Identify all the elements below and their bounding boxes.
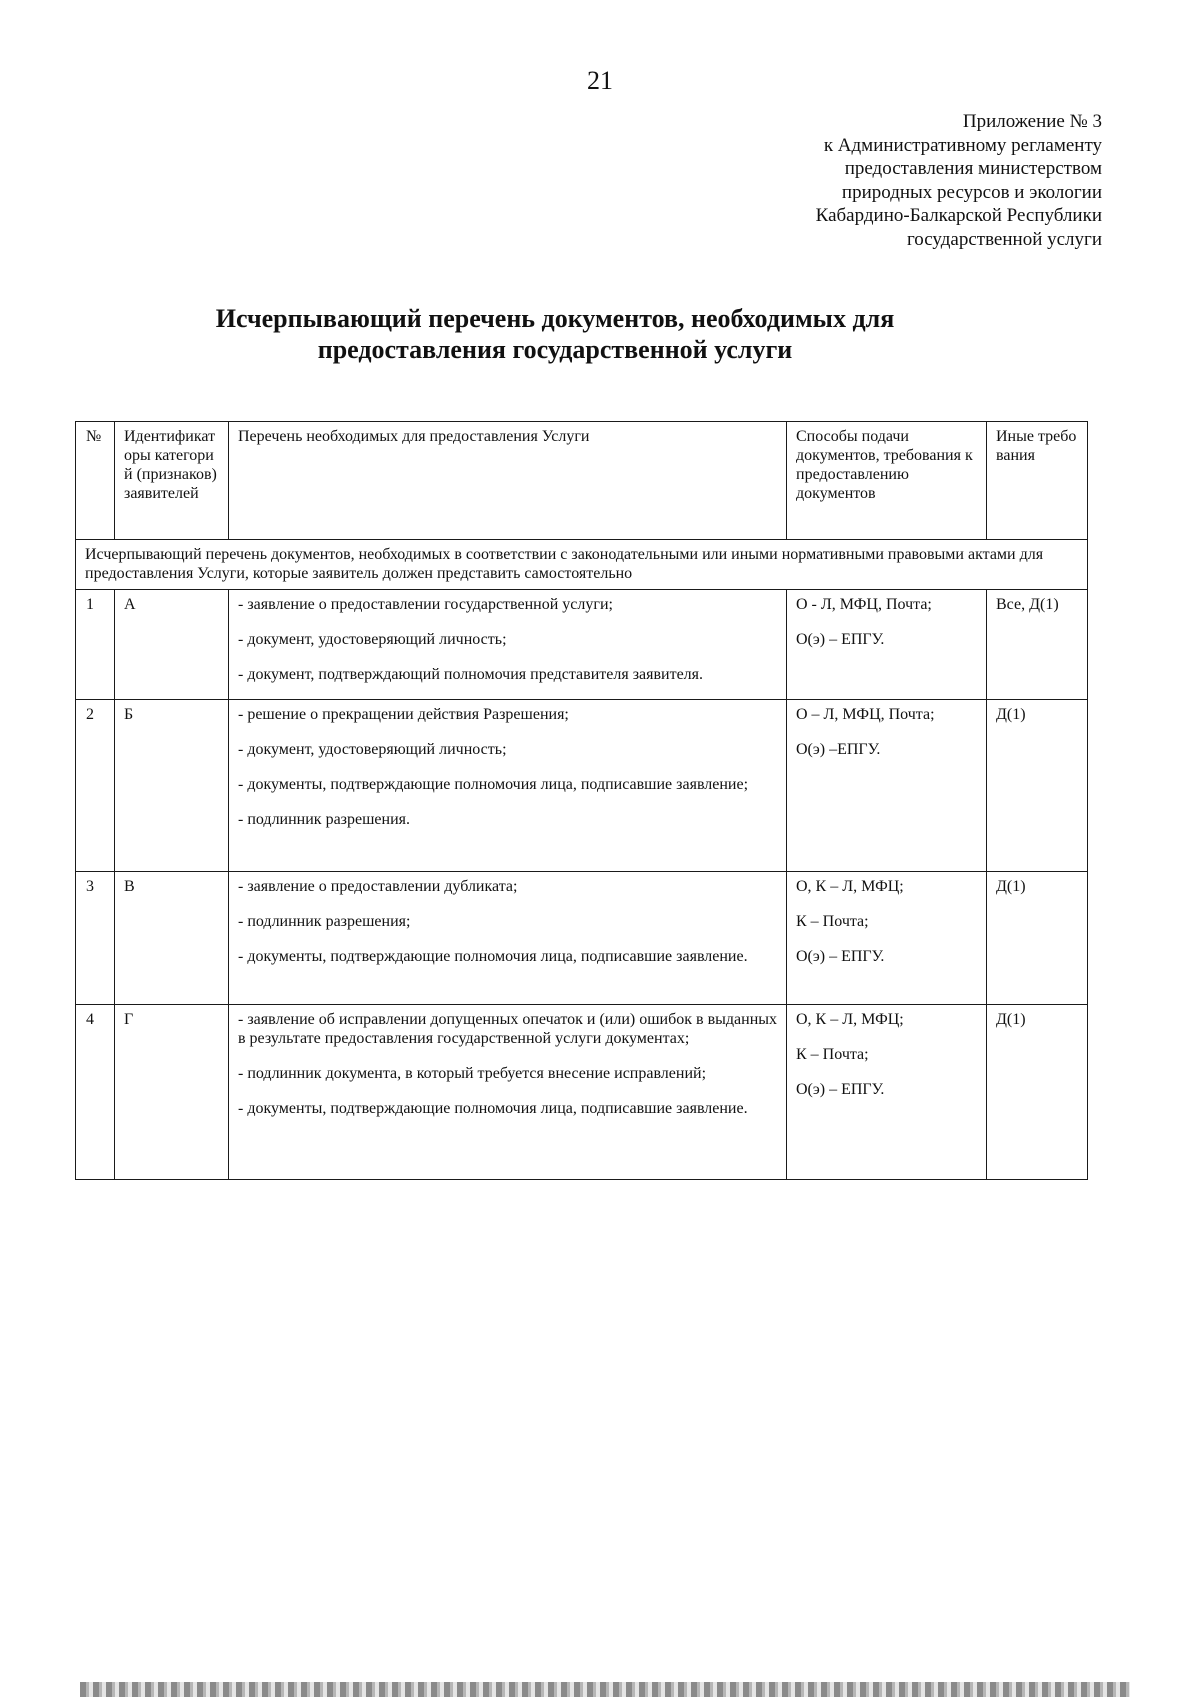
document-item: - подлинник документа, в который требуется внесение исправлений; xyxy=(238,1065,707,1082)
document-item: - заявление о предоставлении дубликата; xyxy=(238,878,518,895)
header-other: Иные требования xyxy=(987,422,1088,540)
header-identifiers: Идентификаторы категорий (признаков) заявителей xyxy=(115,422,229,540)
row-identifier: В xyxy=(115,872,229,1005)
document-item: - заявление об исправлении допущенных опечаток и (или) ошибок в выданных в результате предоставления государственной услуги документах; xyxy=(238,1011,778,1047)
documents-table xyxy=(75,421,1088,1180)
method-item: О – Л, МФЦ, Почта; xyxy=(796,706,935,723)
row-methods xyxy=(787,872,987,1005)
document-item: - подлинник разрешения. xyxy=(238,811,411,828)
method-item: К – Почта; xyxy=(796,913,869,930)
method-item: К – Почта; xyxy=(796,1046,869,1063)
header-documents: Перечень необходимых для предоставления Услуги xyxy=(229,422,787,540)
annex-line: к Административному регламенту xyxy=(823,134,1102,156)
annex-line: предоставления министерством xyxy=(844,158,1102,179)
document-item: - подлинник разрешения; xyxy=(238,913,411,930)
row-identifier: Г xyxy=(115,1005,229,1180)
method-item: О(э) – ЕПГУ. xyxy=(796,1081,885,1098)
row-other: Д(1) xyxy=(987,700,1088,872)
method-item: О(э) – ЕПГУ. xyxy=(796,948,885,965)
document-item: - документы, подтверждающие полномочия лица, подписавшие заявление; xyxy=(238,776,749,793)
table-row xyxy=(76,700,1088,872)
document-title-line: предоставления государственной услуги xyxy=(317,335,793,364)
table-header-row xyxy=(76,422,1088,540)
header-methods: Способы подачи документов, требования к предоставлению документов xyxy=(787,422,987,540)
row-num: 3 xyxy=(76,872,115,1005)
method-item: О, К – Л, МФЦ; xyxy=(796,1011,904,1028)
annex-line: природных ресурсов и экологии xyxy=(841,181,1102,203)
document-item: - документы, подтверждающие полномочия лица, подписавшие заявление. xyxy=(238,1100,748,1117)
row-other: Все, Д(1) xyxy=(987,590,1088,700)
method-item: О(э) – ЕПГУ. xyxy=(796,631,885,648)
row-other: Д(1) xyxy=(987,1005,1088,1180)
document-title xyxy=(0,303,1110,365)
annex-line: Приложение № 3 xyxy=(962,111,1102,132)
row-num: 4 xyxy=(76,1005,115,1180)
document-item: - документы, подтверждающие полномочия лица, подписавшие заявление. xyxy=(238,948,748,965)
document-title-line: Исчерпывающий перечень документов, необходимых для xyxy=(215,304,895,333)
table-row xyxy=(76,590,1088,700)
row-methods xyxy=(787,700,987,872)
row-num: 2 xyxy=(76,700,115,872)
row-other: Д(1) xyxy=(987,872,1088,1005)
row-identifier: Б xyxy=(115,700,229,872)
method-item: О, К – Л, МФЦ; xyxy=(796,878,904,895)
row-documents xyxy=(229,700,787,872)
row-num: 1 xyxy=(76,590,115,700)
row-methods xyxy=(787,1005,987,1180)
scan-artifact xyxy=(80,1682,1130,1697)
document-item: - заявление о предоставлении государственной услуги; xyxy=(238,596,613,613)
section-cell xyxy=(76,540,1088,590)
section-text: Исчерпывающий перечень документов, необходимых в соответствии с законодательными или иными нормативными правовыми актами для предоставления Услуги, которые заявитель должен представить самостоятельно xyxy=(85,546,1044,582)
section-row xyxy=(76,540,1088,590)
row-documents xyxy=(229,1005,787,1180)
document-item: - документ, удостоверяющий личность; xyxy=(238,741,507,758)
table-row xyxy=(76,872,1088,1005)
row-methods xyxy=(787,590,987,700)
method-item: О(э) –ЕПГУ. xyxy=(796,741,881,758)
document-item: - документ, удостоверяющий личность; xyxy=(238,631,507,648)
header-num: № xyxy=(76,422,115,540)
page-number: 21 xyxy=(587,66,613,95)
document-item: - решение о прекращении действия Разрешения; xyxy=(238,706,569,723)
method-item: О - Л, МФЦ, Почта; xyxy=(796,596,932,613)
annex-line: государственной услуги xyxy=(906,228,1102,250)
table-row xyxy=(76,1005,1088,1180)
document-item: - документ, подтверждающий полномочия представителя заявителя. xyxy=(238,666,704,683)
row-documents xyxy=(229,872,787,1005)
annex-line: Кабардино-Балкарской Республики xyxy=(815,205,1102,226)
row-documents xyxy=(229,590,787,700)
row-identifier: А xyxy=(115,590,229,700)
annex-block xyxy=(816,110,1102,251)
